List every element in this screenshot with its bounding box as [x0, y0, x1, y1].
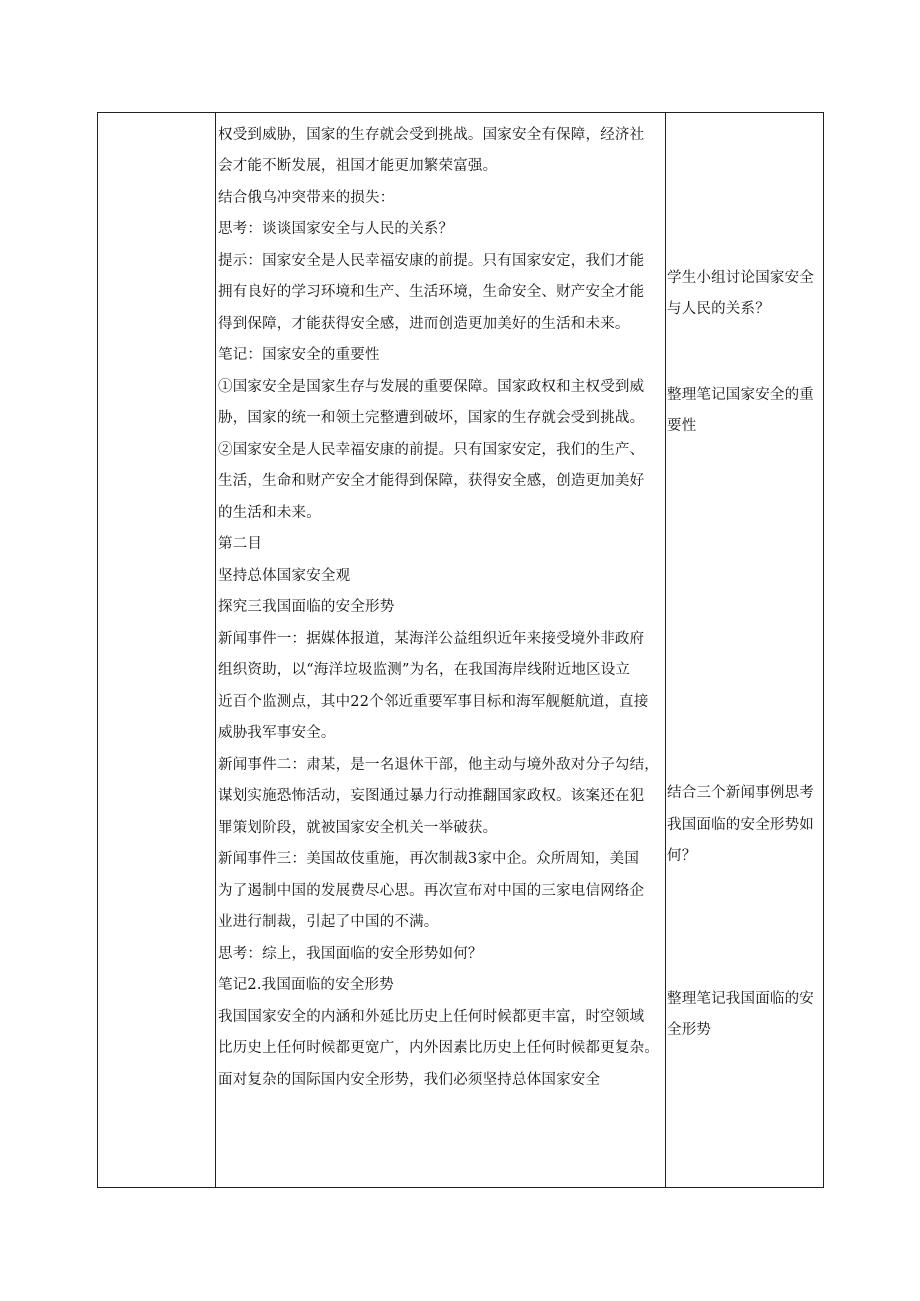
content-line: 业进行制裁，引起了中国的不满。	[218, 914, 439, 930]
lesson-plan-table	[97, 112, 824, 1188]
content-line: 笔记：国家安全的重要性	[218, 347, 380, 363]
content-line: 我国国家安全的内涵和外延比历史上任何时候都更丰富，时空领域	[218, 1009, 645, 1025]
content-line: 提示：国家安全是人民幸福安康的前提。只有国家安定，我们才能	[218, 253, 645, 269]
content-line: 思考：综上，我国面临的安全形势如何？	[218, 946, 483, 962]
content-line: 面对复杂的国际国内安全形势，我们必须坚持总体国家安全	[218, 1072, 601, 1088]
activity-line: 与人民的关系？	[667, 301, 770, 317]
activity-line: 整理笔记国家安全的重	[667, 387, 814, 403]
content-line: 组织资助，以“海洋垃圾监测”为名，在我国海岸线附近地区设立	[218, 662, 631, 678]
content-line: 结合俄乌冲突带来的损失：	[218, 190, 395, 206]
column-divider-right	[665, 113, 666, 1187]
content-line: 胁，国家的统一和领土完整遭到破坏，国家的生存就会受到挑战。	[218, 410, 645, 426]
content-line: 权受到威胁，国家的生存就会受到挑战。国家安全有保障，经济社	[218, 127, 645, 143]
content-line: 谋划实施恐怖活动，妄图通过暴力行动推翻国家政权。该案还在犯	[218, 788, 645, 804]
content-line: 威胁我军事安全。	[218, 725, 336, 741]
content-line: 拥有良好的学习环境和生产、生活环境，生命安全、财产安全才能	[218, 284, 645, 300]
activity-line: 全形势	[667, 1022, 712, 1038]
activity-line: 学生小组讨论国家安全	[667, 270, 814, 286]
content-line: 的生活和未来。	[218, 505, 321, 521]
column-divider-left	[215, 113, 216, 1187]
content-line: 第二目	[218, 536, 263, 552]
content-line: 新闻事件三：美国故伎重施，再次制裁3家中企。众所周知，美国	[218, 851, 640, 867]
content-line: 笔记2.我国面临的安全形势	[218, 977, 394, 993]
content-line: 探究三我国面临的安全形势	[218, 599, 395, 615]
activity-line: 我国面临的安全形势如	[667, 817, 814, 833]
content-line: 思考：谈谈国家安全与人民的关系？	[218, 221, 454, 237]
content-line: 新闻事件二：肃某，是一名退休干部，他主动与境外敌对分子勾结，	[218, 757, 659, 773]
content-line: 近百个监测点，其中22个邻近重要军事目标和海军舰艇航道，直接	[218, 694, 649, 710]
activity-line: 结合三个新闻事例思考	[667, 785, 814, 801]
content-line: ①国家安全是国家生存与发展的重要保障。国家政权和主权受到威	[218, 379, 645, 395]
content-line: 坚持总体国家安全观	[218, 568, 351, 584]
content-line: ②国家安全是人民幸福安康的前提。只有国家安定，我们的生产、	[218, 442, 645, 458]
content-line: 为了遏制中国的发展费尽心思。再次宣布对中国的三家电信网络企	[218, 883, 645, 899]
content-line: 比历史上任何时候都更宽广，内外因素比历史上任何时候都更复杂。	[218, 1040, 659, 1056]
content-line: 生活，生命和财产安全才能得到保障，获得安全感，创造更加美好	[218, 473, 645, 489]
activity-line: 何？	[667, 848, 697, 864]
content-line: 罪策划阶段，就被国家安全机关一举破获。	[218, 820, 498, 836]
content-line: 新闻事件一：据媒体报道，某海洋公益组织近年来接受境外非政府	[218, 631, 645, 647]
activity-line: 整理笔记我国面临的安	[667, 991, 814, 1007]
content-line: 得到保障，才能获得安全感，进而创造更加美好的生活和未来。	[218, 316, 630, 332]
content-line: 会才能不断发展，祖国才能更加繁荣富强。	[218, 158, 498, 174]
activity-line: 要性	[667, 418, 697, 434]
